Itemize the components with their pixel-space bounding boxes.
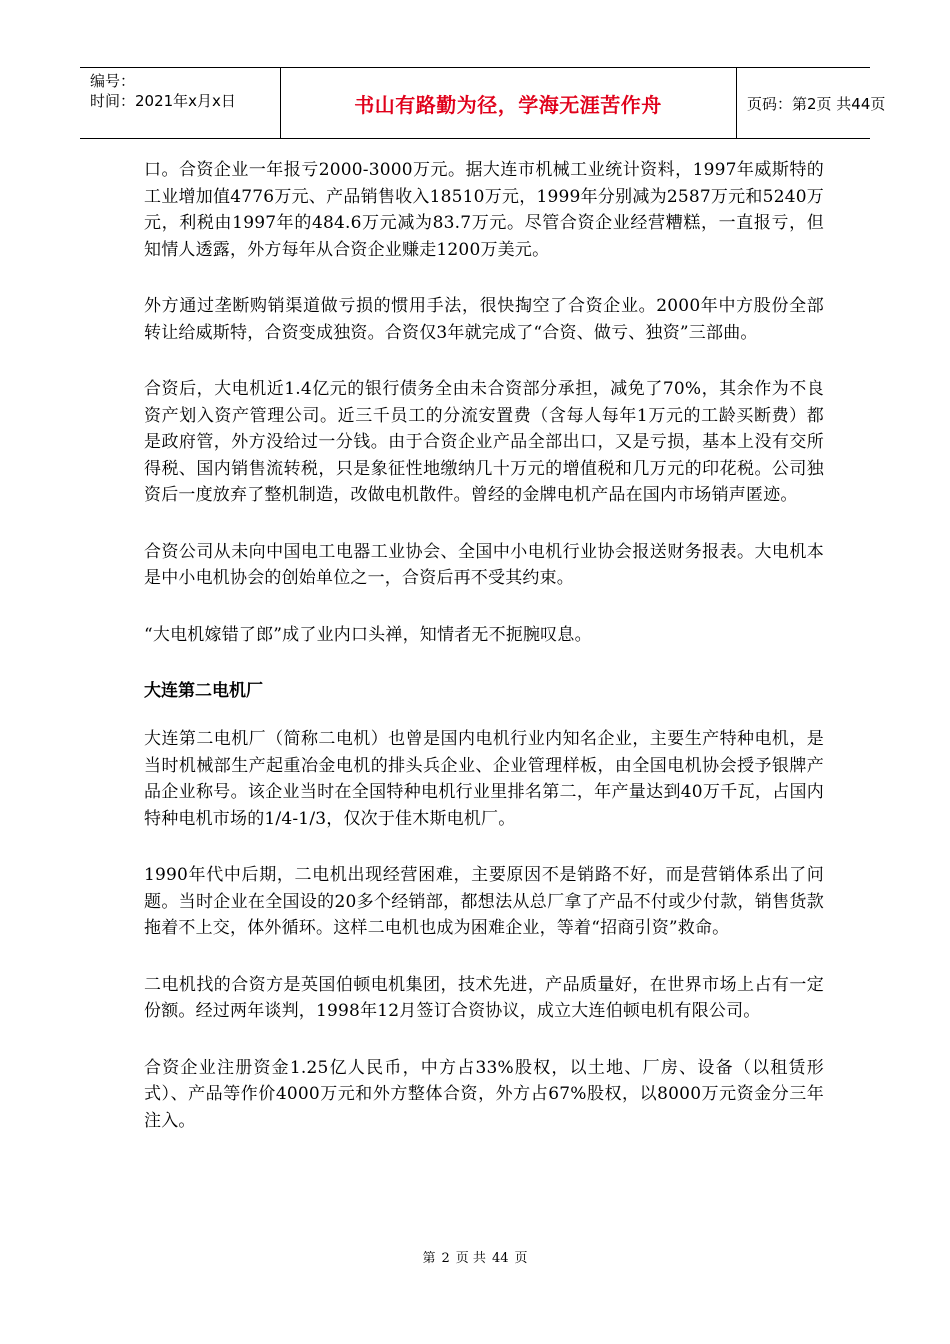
section-title: 大连第二电机厂 [144,681,263,701]
footer-prefix: 第 [422,1251,436,1266]
footer-total-pages: 44 [491,1251,509,1266]
paragraph: 1990年代中后期，二电机出现经营困难，主要原因不是销路不好，而是营销体系出了问题。当时企业在全国设的20多个经销部，都想法从总厂拿了产品不付或少付款，销售货款拖着不上交，体外循环。这样二电机也成为困难企业，等着“招商引资”救命。 [144,865,824,938]
header-motto-cell [280,68,737,138]
footer-middle: 页 共 [455,1251,486,1266]
header-page-cell [737,68,886,138]
paragraph: 合资公司从未向中国电工电器工业协会、全国中小电机行业协会报送财务报表。大电机本是中小电机协会的创始单位之一，合资后再不受其约束。 [144,541,824,588]
page-footer [0,1247,950,1266]
paragraph: 合资企业注册资金1.25亿人民币，中方占33%股权，以土地、厂房、设备（以租赁形式）、产品等作价4000万元和外方整体合资，外方占67%股权，以8000万元资金分三年注入。 [144,1057,824,1131]
paragraph: 外方通过垄断购销渠道做亏损的惯用手法，很快掏空了合资企业。2000年中方股份全部转让给威斯特，合资变成独资。合资仅3年就完成了“合资、做亏、独资”三部曲。 [144,296,824,343]
date-label: 时间：2021年x月x日 [90,92,236,110]
header-meta-cell [80,68,281,138]
header-motto: 书山有路勤为径，学海无涯苦作舟 [354,92,662,117]
header-page-info: 页码：第2页 共44页 [747,94,886,113]
paragraph: 二电机找的合资方是英国伯顿电机集团，技术先进，产品质量好，在世界市场上占有一定份额。经过两年谈判，1998年12月签订合资协议，成立大连伯顿电机有限公司。 [144,974,824,1021]
footer-suffix: 页 [514,1251,528,1266]
page-header [80,67,886,139]
paragraph: “大电机嫁错了郎”成了业内口头禅，知情者无不扼腕叹息。 [144,624,592,645]
paragraph: 大连第二电机厂（简称二电机）也曾是国内电机行业内知名企业，主要生产特种电机，是当时机械部生产起重冶金电机的排头兵企业、企业管理样板，由全国电机协会授予银牌产品企业称号。该企业当时在全国特种电机行业里排名第二，年产量达到40万千瓦，占国内特种电机市场的1/4-1/3，仅次于佳木斯电机厂。 [144,729,824,829]
document-body [144,157,824,1164]
paragraph: 合资后，大电机近1.4亿元的银行债务全由未合资部分承担，减免了70%，其余作为不良资产划入资产管理公司。近三千员工的分流安置费（含每人每年1万元的工龄买断费）都是政府管，外方没给过一分钱。由于合资企业产品全部出口，又是亏损，基本上没有交所得税、国内销售流转税，只是象征性地缴纳几十万元的增值税和几万元的印花税。公司独资后一度放弃了整机制造，改做电机散件。曾经的金牌电机产品在国内市场销声匿迹。 [144,379,824,505]
footer-page-number: 2 [441,1251,450,1266]
serial-label: 编号： [90,72,136,90]
paragraph: 口。合资企业一年报亏2000-3000万元。据大连市机械工业统计资料，1997年威斯特的工业增加值4776万元、产品销售收入18510万元，1999年分别减为2587万元和5240万元，利税由1997年的484.6万元减为83.7万元。尽管合资企业经营糟糕，一直报亏，但知情人透露，外方每年从合资企业赚走1200万美元。 [144,160,824,260]
